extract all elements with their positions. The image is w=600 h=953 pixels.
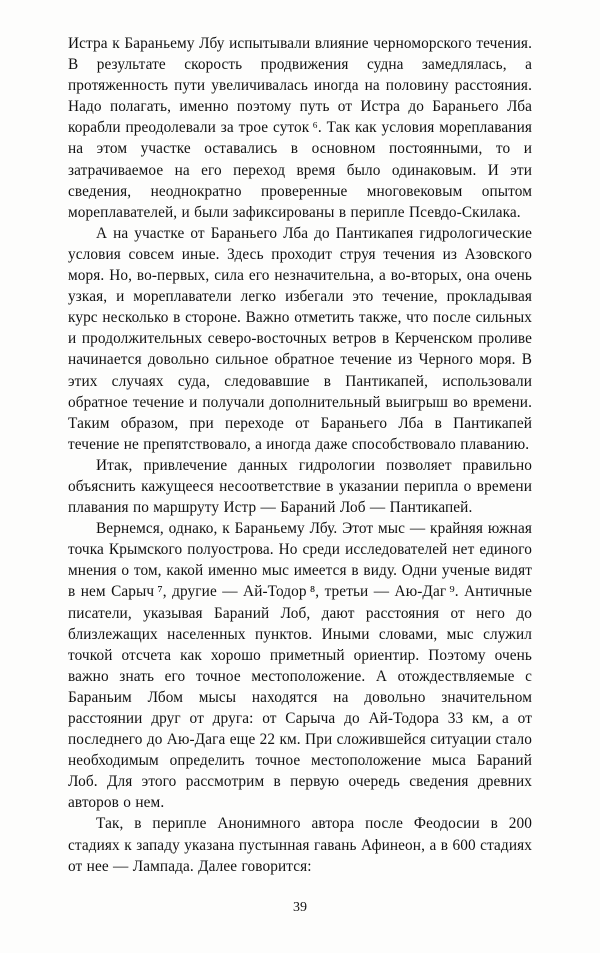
page-number: 39 [293,900,307,915]
body-text-column [68,33,532,877]
paragraph: А на участке от Бараньего Лба до Пантикапея гидрологические условия совсем иные. Здесь проходит струя течения из Азовского моря. Но, во-первых, сила его незначительна, а во-вторых, она очень узкая, и мореплаватели легко избегали это течение, прокладывая курс несколько в стороне. Важно отметить также, что после сильных и продолжительных северо-восточных ветров в Керченском проливе начинается довольно сильное обратное течение из Черного моря. В этих случаях суда, следовавшие в Пантикапей, использовали обратное течение и получали дополнительный выигрыш во времени. Таким образом, при переходе от Бараньего Лба в Пантикапей течение не препятствовало, а иногда даже способствовало плаванию. [68,224,532,453]
paragraph: Истра к Бараньему Лбу испытывали влияние черноморского течения. В результате скорость продвижения судна замедлялась, а протяженность пути увеличивалась иногда на половину расстояния. Надо полагать, именно поэтому путь от Истра до Бараньего Лба корабли преодолевали за трое суток ⁶. Так как условия мореплавания на этом участке оставались в основном постоянными, то и затрачиваемое на его переход время было одинаковым. И эти сведения, неоднократно проверенные многовековым опытом мореплавателей, и были зафиксированы в перипле Псевдо-Скилака. [68,35,532,221]
paragraph: Итак, привлечение данных гидрологии позволяет правильно объяснить кажущееся несоответствие в указании перипла о времени плавания по маршруту Истр — Бараний Лоб — Пантикапей. [68,456,532,517]
paragraph: Так, в перипле Анонимного автора после Феодосии в 200 стадиях к западу указана пустынная гавань Афинеон, а в 600 стадиях от нее — Лампада. Далее говорится: [68,815,532,875]
paragraph: Вернемся, однако, к Бараньему Лбу. Этот мыс — крайняя южная точка Крымского полуострова. Но среди исследователей нет единого мнения о том, какой именно мыс имеется в виду. Одни ученые видят в нем Сарыч ⁷, другие — Ай-Тодор ⁸, третьи — Аю-Даг ⁹. Античные писатели, указывая Бараний Лоб, дают расстояния от него до близлежащих населенных пунктов. Иными словами, мыс служил точкой отсчета как хорошо приметный ориентир. Поэтому очень важно знать его точное местоположение. А отождествляемые с Бараньим Лбом мысы находятся на довольно значительном расстоянии друг от друга: от Сарыча до Ай-Тодора 33 км, а от последнего до Аю-Дага еще 22 км. При сложившейся ситуации стало необходимым определить точное местоположение мыса Бараний Лоб. Для этого рассмотрим в первую очередь сведения древних авторов о нем. [68,520,532,812]
